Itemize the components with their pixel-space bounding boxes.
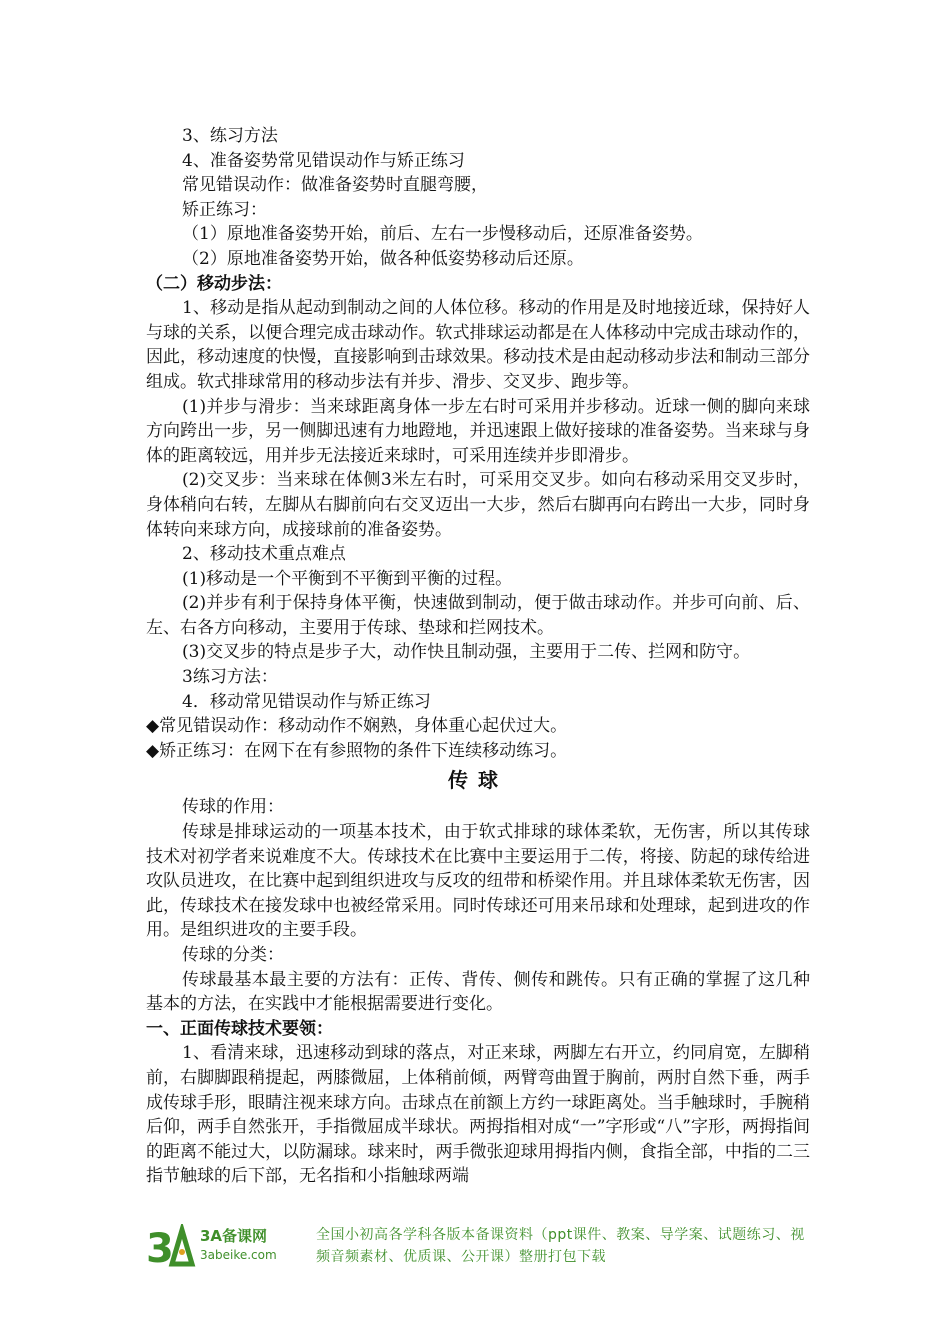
text-line: 4．移动常见错误动作与矫正练习 [182,691,431,712]
logo-url: 3abeike.com [200,1248,277,1262]
paragraph: (1)并步与滑步：当来球距离身体一步左右时可采用并步移动。近球一侧的脚向来球方向跨出一步，另一侧脚迅速有力地蹬地，并迅速跟上做好接球的准备姿势。当来球与身体的距离较远，用并步无法接近来球时，可采用连续并步即滑步。 [146,396,810,466]
logo-3a-icon [146,1224,198,1268]
logo-name: 3A备课网 [200,1227,268,1245]
section-heading-movement: （二）移动步法： [146,273,282,294]
text-line: (1)移动是一个平衡到不平衡到平衡的过程。 [182,568,513,589]
text-line: 3、练习方法 [182,126,278,146]
footer-banner [146,1222,806,1270]
paragraph: 传球最基本最主要的方法有：正传、背传、侧传和跳传。只有正确的掌握了这几种基本的方法，在实践中才能根据需要进行变化。 [146,969,810,1015]
paragraph: (2)并步有利于保持身体平衡，快速做到制动，便于做击球动作。并步可向前、后、左、右各方向移动，主要用于传球、垫球和拦网技术。 [146,593,810,638]
bullet-line: ◆矫正练习：在网下在有参照物的条件下连续移动练习。 [146,740,568,761]
paragraph: (2)交叉步：当来球在体侧3米左右时，可采用交叉步。如向右移动采用交叉步时，身体稍向右转，左脚从右脚前向右交叉迈出一大步，然后右脚再向右跨出一大步，同时身体转向来球方向，成接球前的准备姿势。 [146,470,810,540]
paragraph: 传球是排球运动的一项基本技术，由于软式排球的球体柔软，无伤害，所以其传球技术对初学者来说难度不大。传球技术在比赛中主要运用于二传，将接、防起的球传给进攻队员进攻，在比赛中起到组织进攻与反攻的纽带和桥梁作用。并且球体柔软无伤害，因此，传球技术在接发球中也被经常采用。同时传球还可用来吊球和处理球，起到进攻的作用。是组织进攻的主要手段。 [146,822,810,941]
text-line: 2、移动技术重点难点 [182,544,346,565]
text-line: （2）原地准备姿势开始，做各种低姿势移动后还原。 [182,248,584,269]
svg-text:3: 3 [146,1226,174,1268]
text-line: 矫正练习： [182,199,267,220]
footer-slogan: 全国小初高各学科各版本备课资料（ppt课件、教案、导学案、试题练习、视频音频素材、优质课、公开课）整册打包下载 [316,1227,805,1265]
paragraph: 1、看清来球，迅速移动到球的落点，对正来球，两脚左右开立，约同肩宽，左脚稍前，右脚脚跟稍提起，两膝微屈，上体稍前倾，两臂弯曲置于胸前，两肘自然下垂，两手成传球手形，眼睛注视来球方向。击球点在前额上方约一球距离处。当手触球时，手腕稍后仰，两手自然张开，手指微屈成半球状。两拇指相对成“一”字形或“八”字形，两拇指间的距离不能过大，以防漏球。球来时，两手微张迎球用拇指内侧，食指全部，中指的二三指节触球的后下部，无名指和小指触球两端 [146,1043,810,1187]
text-line: （1）原地准备姿势开始，前后、左右一步慢移动后，还原准备姿势。 [182,224,703,245]
bullet-line: ◆常见错误动作：移动动作不娴熟，身体重心起伏过大。 [146,716,568,737]
text-line: (3)交叉步的特点是步子大，动作快且制动强，主要用于二传、拦网和防守。 [182,642,751,663]
logo-text [200,1226,277,1264]
section-title-passing: 传球 [448,768,508,793]
text-line: 传球的作用： [182,797,284,818]
text-line: 4、准备姿势常见错误动作与矫正练习 [182,150,465,171]
paragraph: 1、移动是指从起动到制动之间的人体位移。移动的作用是及时地接近球，保持好人与球的关系，以便合理完成击球动作。软式排球运动都是在人体移动中完成击球动作的，因此，移动速度的快慢，直接影响到击球效果。移动技术是由起动移动步法和制动三部分组成。软式排球常用的移动步法有并步、滑步、交叉步、跑步等。 [146,298,810,392]
text-line: 常见错误动作：做准备姿势时直腿弯腰， [182,175,488,196]
text-line: 传球的分类： [182,945,284,965]
document-body [146,124,810,1189]
section-heading-front-pass: 一、正面传球技术要领： [146,1018,333,1039]
text-line: 3练习方法： [182,667,278,688]
